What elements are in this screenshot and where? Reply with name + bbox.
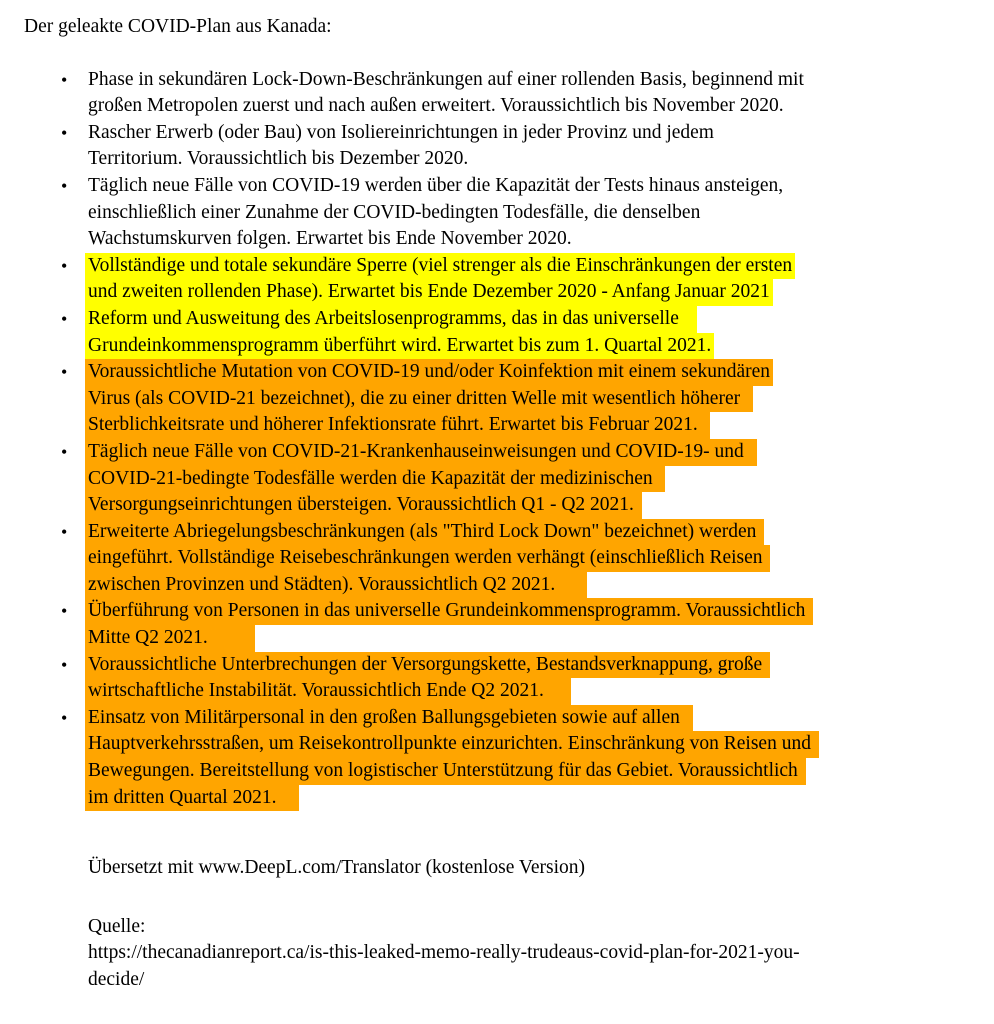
bullet-line: [88, 306, 974, 333]
bullet-icon: •: [61, 255, 68, 276]
bullet-icon: •: [61, 601, 68, 622]
bullet-line: [88, 731, 974, 758]
source-url-line: https://thecanadianreport.ca/is-this-leaked-memo-really-trudeaus-covid-plan-for-2021-you-: [88, 942, 800, 964]
line-text: großen Metropolen zuerst und nach außen erweitert. Voraussichtlich bis November 2020.: [88, 95, 784, 117]
highlighted-line-text: Vollständige und totale sekundäre Sperre (viel strenger als die Einschränkungen der ersten: [85, 253, 795, 280]
bullet-line: [88, 492, 974, 519]
covid-plan-list: [24, 67, 974, 812]
bullet-line: [88, 200, 974, 227]
list-item: [24, 173, 974, 253]
footer: [24, 855, 974, 993]
bullet-icon: •: [61, 175, 68, 196]
highlighted-line-text: Täglich neue Fälle von COVID-21-Krankenhauseinweisungen und COVID-19- und: [85, 439, 757, 466]
bullet-line: [88, 545, 974, 572]
list-item: [24, 253, 974, 306]
bullet-line: [88, 386, 974, 413]
list-item: [24, 598, 974, 651]
bullet-line: [88, 705, 974, 732]
bullet-line: [88, 333, 974, 360]
highlighted-line-text: Überführung von Personen in das universelle Grundeinkommensprogramm. Voraussichtlich: [85, 598, 813, 625]
bullet-line: [88, 359, 974, 386]
highlighted-line-text: Hauptverkehrsstraßen, um Reisekontrollpunkte einzurichten. Einschränkung von Reisen und: [85, 731, 819, 758]
bullet-line: [88, 519, 974, 546]
highlighted-line-text: Reform und Ausweitung des Arbeitslosenprogramms, das in das universelle: [85, 306, 697, 333]
highlighted-line-text: Voraussichtliche Unterbrechungen der Versorgungskette, Bestandsverknappung, große: [85, 652, 770, 679]
bullet-icon: •: [61, 308, 68, 329]
bullet-line: [88, 412, 974, 439]
bullet-line: [88, 598, 974, 625]
highlighted-line-text: eingeführt. Vollständige Reisebeschränkungen werden verhängt (einschließlich Reisen: [85, 545, 770, 572]
line-text: Täglich neue Fälle von COVID-19 werden über die Kapazität der Tests hinaus ansteigen,: [88, 174, 784, 196]
bullet-line: [88, 678, 974, 705]
bullet-line: [88, 226, 974, 253]
highlighted-line-text: Voraussichtliche Mutation von COVID-19 und/oder Koinfektion mit einem sekundären: [85, 359, 773, 386]
bullet-line: [88, 758, 974, 785]
bullet-line: [88, 652, 974, 679]
line-text: Wachstumskurven folgen. Erwartet bis Ende November 2020.: [88, 228, 572, 250]
bullet-line: [88, 466, 974, 493]
highlighted-line-text: im dritten Quartal 2021.: [85, 785, 299, 812]
line-text: einschließlich einer Zunahme der COVID-bedingten Todesfälle, die denselben: [88, 201, 701, 223]
list-item: [24, 519, 974, 599]
highlighted-line-text: Mitte Q2 2021.: [85, 625, 255, 652]
bullet-icon: •: [61, 441, 68, 462]
bullet-line: [88, 67, 974, 94]
list-item: [24, 439, 974, 519]
source-label: Quelle:: [88, 915, 146, 937]
highlighted-line-text: Sterblichkeitsrate und höherer Infektionsrate führt. Erwartet bis Februar 2021.: [85, 412, 710, 439]
source-url-line: decide/: [88, 969, 145, 990]
highlighted-line-text: und zweiten rollenden Phase). Erwartet bis Ende Dezember 2020 - Anfang Januar 2021: [85, 279, 773, 306]
highlighted-line-text: zwischen Provinzen und Städten). Voraussichtlich Q2 2021.: [85, 572, 587, 599]
list-item: [24, 359, 974, 439]
bullet-line: [88, 625, 974, 652]
highlighted-line-text: COVID-21-bedingte Todesfälle werden die Kapazität der medizinischen: [85, 466, 665, 493]
bullet-icon: •: [61, 69, 68, 90]
bullet-line: [88, 253, 974, 280]
bullet-line: [88, 785, 974, 812]
list-item: [24, 306, 974, 359]
line-text: Rascher Erwerb (oder Bau) von Isoliereinrichtungen in jeder Provinz und jedem: [88, 121, 714, 143]
highlighted-line-text: Erweiterte Abriegelungsbeschränkungen (als "Third Lock Down" bezeichnet) werden: [85, 519, 764, 546]
highlighted-line-text: Versorgungseinrichtungen übersteigen. Voraussichtlich Q1 - Q2 2021.: [85, 492, 642, 519]
bullet-icon: •: [61, 122, 68, 143]
bullet-icon: •: [61, 654, 68, 675]
line-text: Phase in sekundären Lock-Down-Beschränkungen auf einer rollenden Basis, beginnend mit: [88, 68, 804, 90]
bullet-icon: •: [61, 521, 68, 542]
highlighted-line-text: Bewegungen. Bereitstellung von logistischer Unterstützung für das Gebiet. Voraussichtlich: [85, 758, 806, 785]
bullet-icon: •: [61, 707, 68, 728]
bullet-line: [88, 173, 974, 200]
bullet-line: [88, 120, 974, 147]
list-item: [24, 705, 974, 811]
line-text: Territorium. Voraussichtlich bis Dezember 2020.: [88, 148, 469, 170]
list-item: [24, 652, 974, 705]
bullet-line: [88, 439, 974, 466]
bullet-icon: •: [61, 362, 68, 383]
bullet-line: [88, 279, 974, 306]
highlighted-line-text: Grundeinkommensprogramm überführt wird. Erwartet bis zum 1. Quartal 2021.: [85, 333, 714, 360]
bullet-line: [88, 93, 974, 120]
source-block: [88, 914, 974, 994]
highlighted-line-text: Einsatz von Militärpersonal in den großen Ballungsgebieten sowie auf allen: [85, 705, 693, 732]
bullet-line: [88, 572, 974, 599]
translator-note: Übersetzt mit www.DeepL.com/Translator (kostenlose Version): [88, 857, 585, 879]
list-item: [24, 120, 974, 173]
document-title: Der geleakte COVID-Plan aus Kanada:: [24, 16, 332, 37]
list-item: [24, 67, 974, 120]
highlighted-line-text: wirtschaftliche Instabilität. Voraussichtlich Ende Q2 2021.: [85, 678, 571, 705]
highlighted-line-text: Virus (als COVID-21 bezeichnet), die zu einer dritten Welle mit wesentlich höherer: [85, 386, 753, 413]
bullet-line: [88, 146, 974, 173]
